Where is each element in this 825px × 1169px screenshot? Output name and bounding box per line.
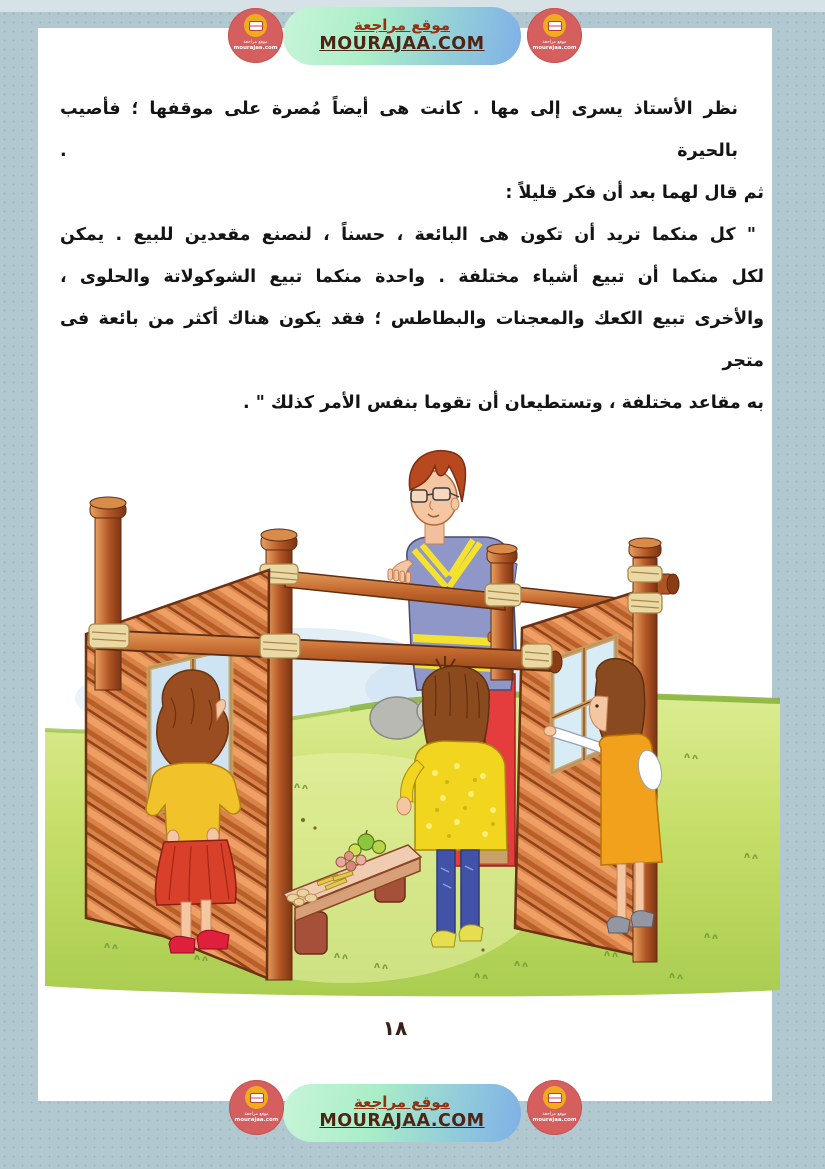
footer-left-stamp-badge (229, 1080, 284, 1135)
badge-arabic-label: موقع مراجعة (243, 40, 268, 45)
footer-right-stamp-badge (527, 1080, 582, 1135)
badge-arabic-label: موقع مراجعة (542, 40, 567, 45)
badge-domain-label: mourajaa.com (532, 45, 577, 51)
badge-domain-label: mourajaa.com (233, 45, 278, 51)
header-right-stamp-badge (527, 8, 582, 63)
book-icon (548, 21, 562, 31)
story-text-block (60, 88, 764, 424)
book-icon (548, 1093, 562, 1103)
header-site-domain: MOURAJAA.COM (319, 34, 485, 55)
footer-site-name-arabic: موقع مراجعة (353, 1092, 451, 1111)
post-far-left-stub (95, 518, 121, 690)
badge-arabic-label: موقع مراجعة (542, 1112, 567, 1117)
story-line: به مقاعد مختلفة ، وتستطيعان أن تقوما بنفس الأمر كذلك " . (242, 393, 764, 413)
story-line: " كل منكما تريد أن تكون هى البائعة ، حسناً ، لنصنع مقعدين للبيع . يمكن (60, 225, 756, 245)
story-line: نظر الأستاذ يسرى إلى مها . كانت هى أيضاً مُصرة على موقفها ؛ فأصيب بالحيرة . (60, 99, 738, 161)
book-icon (249, 21, 263, 31)
girl-middle-sweater (415, 741, 507, 850)
story-line: والأخرى تبيع الكعك والمعجنات والبطاطس ؛ فقد يكون هناك أكثر من بائعة فى متجر (60, 309, 764, 371)
page-number: ١٨ (382, 1016, 408, 1040)
header-brand-pill[interactable] (283, 7, 521, 65)
girl-left-skirt (155, 840, 236, 905)
header-site-name-arabic: موقع مراجعة (353, 15, 451, 34)
header-left-stamp-badge (228, 8, 283, 63)
badge-domain-label: mourajaa.com (234, 1117, 279, 1123)
girl-middle-shoes (431, 931, 456, 947)
badge-arabic-label: موقع مراجعة (244, 1112, 269, 1117)
badge-logo-circle (244, 14, 267, 37)
badge-logo-circle (245, 1086, 268, 1109)
footer-site-domain: MOURAJAA.COM (319, 1111, 485, 1132)
girl-middle-jeans (437, 850, 455, 936)
story-line: ثم قال لهما بعد أن فكر قليلاً : (505, 183, 764, 203)
girl-right-shoes (607, 917, 630, 933)
book-icon (250, 1093, 264, 1103)
badge-domain-label: mourajaa.com (532, 1117, 577, 1123)
girl-left-shoes (169, 936, 195, 953)
footer-brand-pill[interactable] (283, 1084, 521, 1142)
badge-logo-circle (543, 14, 566, 37)
story-illustration (45, 438, 780, 1010)
story-line: لكل منكما أن تبيع أشياء مختلفة . واحدة منكما تبيع الشوكولاتة والحلوى ، (60, 267, 764, 287)
badge-logo-circle (543, 1086, 566, 1109)
